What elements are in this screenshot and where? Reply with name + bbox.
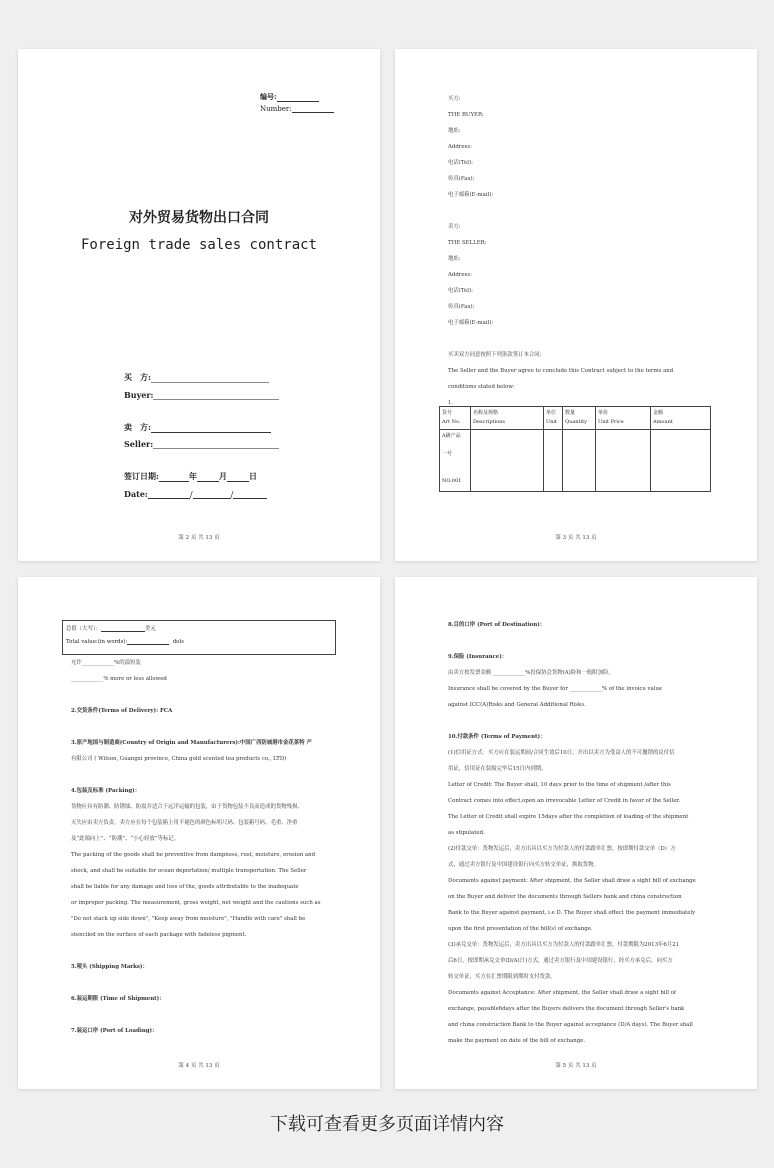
terms-text-2: 8.目的口岸 (Port of Destination)： 9.保险 (Insurance)： 由卖方按发票金额 ____________%投保协会货物(A)险和一般附加险。 Insurance shall be covered by the Buyer for ____________% of the invoice value against ICC(A)Risks and General Additional Risks. 10.付款条件 (Terms of Payment)： (1)信用证方式：买方应在装运期前/合同生效后10日，开出以卖方为受益人的不可撤销的议付信 用证，信用证在装船完毕后15日内到期。 Letter of Credit: The Buyer shall, 10 days prior to the time of shipment /after this Contract comes into effect,open an irrevocable Letter of Credit in favor of the Seller. The Letter of Credit shall expire 15days after the completion of loading of the shipment as stipulated. (2)付款交单：货物发运后，卖方出具以买方为付款人的付款跟单汇票，按即期付款交单（D）方 式，通过卖方银行及中国建设银行向买方转交单证，换取货物。 Documents against payment: After shipment, the Seller shall draw a sight bill of exchange on the Buyer and deliver the documents through Sellers bank and china construction Bank to the Buyer against payment, i.e D. The Buyer shall effect the payment immediately upon the first presentation of the bill(s) of exchange. (3)承兑交单：货物发运后，卖方出具以买方为付款人的付款跟单汇票，付款期限为2013年6月21 后6日，按即期承兑交单(D/A)日)方式，通过卖方银行及中国建设银行，经买方承兑后，向买方 转交单证，买方在汇票期限到期时支付货款。 Documents against Acceptance: After shipment, the Seller shall draw a sight bill of exchange, payable6days after the Buyers delivers the document through Seller's bank and china construction Bank to the Buyer against acceptance (D/A days). The Buyer shall make the payment on date of the bill of exchange. (448, 622, 696, 1044)
date-field-en: Date: / / (124, 489, 267, 499)
buyer-field-en: Buyer: (124, 390, 279, 400)
contract-page-cover (18, 49, 380, 561)
page-number: 第 5 页 共 13 页 (555, 1063, 597, 1069)
page-number: 第 3 页 共 13 页 (555, 535, 597, 541)
contract-page-terms-2 (395, 577, 757, 1089)
contract-page-terms-1 (18, 577, 380, 1089)
table-row: A級产品 一号 NO.001 (440, 430, 711, 492)
terms-text-1: 允许____________%的溢短装 ____________% more or less allowed 2.交货条件(Terms of Delivery): FCA 3.原产地国与制造商(Country of Origin and Manufacturers):中国广西防城港市金花茶特 产 有限公司 ( Wilson, Guangxi province, China gold scented tea products co., LTD) 4.包装及标准 (Packing)： 货物应具有防潮、防锈蚀、防震并适合于远洋运输的包装，由于货物包装不良而造成的货物残损、 灭失应由卖方负责。卖方应在每个包装箱上用不褪色的颜色标明尺码、包装箱号码、毛重、净重 及“此端向上”、“防潮”、“小心轻放”等标记。 The packing of the goods shall be preventive from dampness, rust, moisture, erosion and shock, and shall be suitable for ocean deportation/ multiple transportation. The Seller shall be liable for any damage and loss of the, goods attributable to the inadequate or improper packing. The measurement, gross weight, net weight and the cautions such as "Do not stack up side down", "Keep away from moisture", "Handle with care" shall be stenciled on the surface of each package with fadeless pigment. 5.唛头 (Shipping Marks)： 6.装运期限 (Time of Shipment)： 7.装运口岸 (Port of Loading)： (71, 660, 321, 1034)
buyer-field-cn: 买 方: (124, 372, 269, 383)
page-number: 第 4 页 共 13 页 (178, 1063, 220, 1069)
total-value-box: 总值（大写）： 美元 Total value:(in words): dols (62, 620, 336, 655)
table-row: 货号 Art No. 名称及规格 Descriptions 单位 Unit 数量 Quantity 单价 Unit Price 金额 Amount (440, 407, 711, 430)
title-en: Foreign trade sales contract (80, 237, 317, 253)
download-caption: 下载可查看更多页面详情内容 (270, 1114, 504, 1135)
goods-table (439, 406, 711, 492)
page-number: 第 2 页 共 13 页 (178, 535, 220, 541)
number-field-en: Number: (260, 105, 334, 113)
contract-page-parties (395, 49, 757, 561)
date-field-cn: 签订日期: 年 月 日 (124, 471, 257, 481)
number-field-cn: 编号: (260, 92, 319, 102)
parties-text: 买方: THE BUYER: 地址: Address: 电话(Tel): 传真(Fax): 电子邮箱(E-mail): 卖方: THE SELLER: 地址: Address: 电话(Tel): 传真(Fax): 电子邮箱(E-mail): 买卖双方同意按照下列条款签订本合同: The Seller and the Buyer agree to conclude this Contract subject to the terms and conditions stated below: 1. (448, 96, 674, 406)
seller-field-en: Seller: (124, 439, 279, 449)
seller-field-cn: 卖 方: (124, 422, 271, 433)
title-cn: 对外贸易货物出口合同 (129, 210, 269, 226)
